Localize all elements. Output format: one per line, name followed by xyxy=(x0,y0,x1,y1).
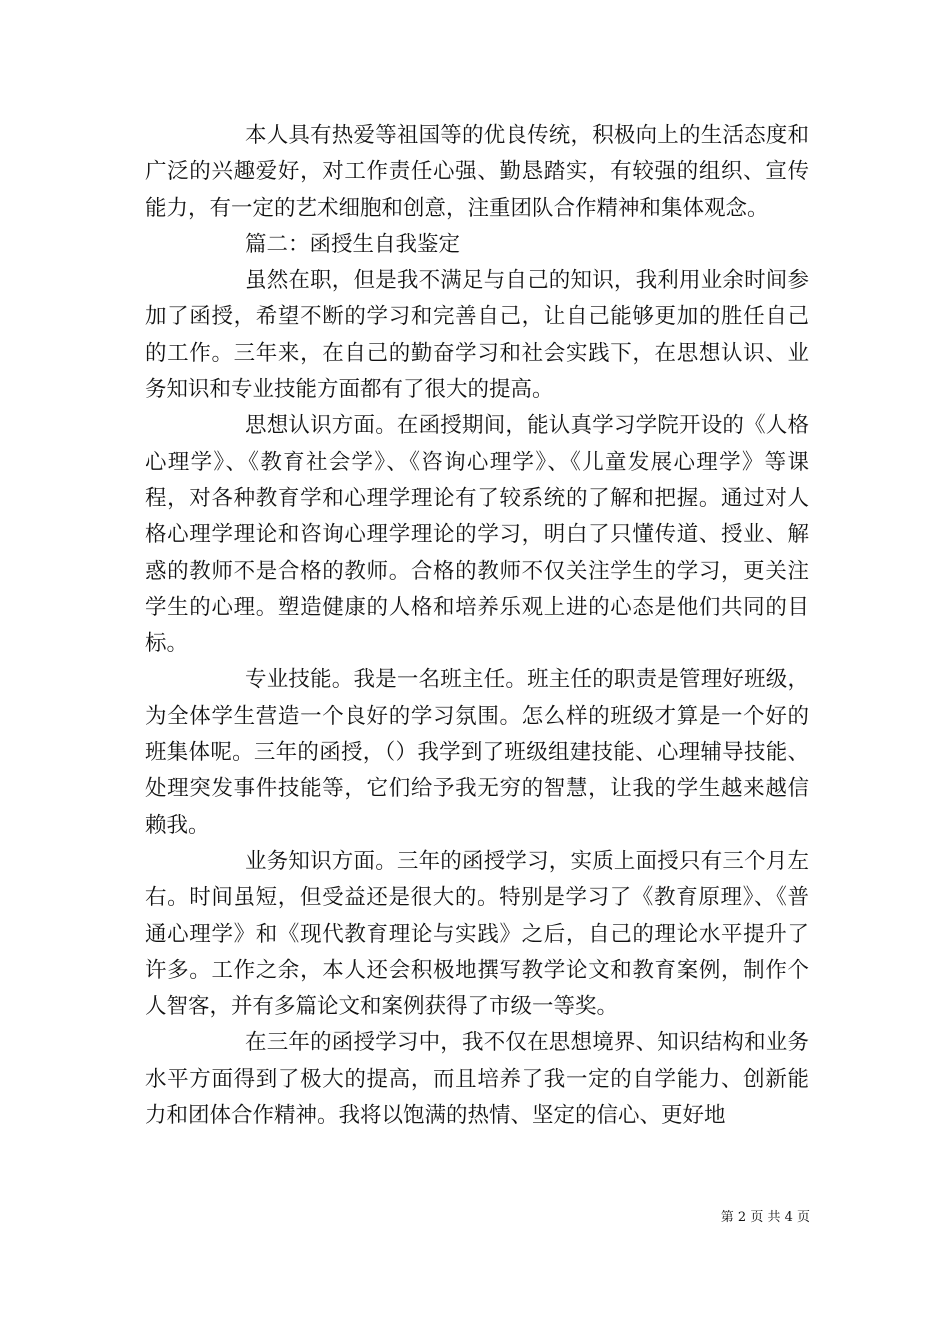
paragraph-intro: 虽然在职，但是我不满足与自己的知识，我利用业余时间参加了函授，希望不断的学习和完善自己，让自己能够更加的胜任自己的工作。三年来，在自己的勤奋学习和社会实践下，在思想认识、业务知识和专业技能方面都有了很大的提高。 xyxy=(145,268,809,403)
paragraph-ideology: 思想认识方面。在函授期间，能认真学习学院开设的《人格心理学》、《教育社会学》、《咨询心理学》、《儿童发展心理学》等课程，对各种教育学和心理学理论有了较系统的了解和把握。通过对人格心理学理论和咨询心理学理论的学习，明白了只懂传道、授业、解惑的教师不是合格的教师。合格的教师不仅关注学生的学习，更关注学生的心理。塑造健康的人格和培养乐观上进的心态是他们共同的目标。 xyxy=(145,413,809,657)
paragraph-self-intro: 本人具有热爱等祖国等的优良传统，积极向上的生活态度和广泛的兴趣爱好，对工作责任心强、勤恳踏实，有较强的组织、宣传能力，有一定的艺术细胞和创意，注重团队合作精神和集体观念。 xyxy=(145,123,809,221)
document-body xyxy=(145,118,809,1134)
paragraph-business-knowledge: 业务知识方面。三年的函授学习，实质上面授只有三个月左右。时间虽短，但受益还是很大的。特别是学习了《教育原理》、《普通心理学》和《现代教育理论与实践》之后，自己的理论水平提升了许多。工作之余，本人还会积极地撰写教学论文和教育案例，制作个人智客，并有多篇论文和案例获得了市级一等奖。 xyxy=(145,848,809,1020)
section-heading-part-two: 篇二：函授生自我鉴定 xyxy=(245,231,461,257)
paragraph-professional-skills: 专业技能。我是一名班主任。班主任的职责是管理好班级，为全体学生营造一个良好的学习氛围。怎么样的班级才算是一个好的班集体呢。三年的函授，（）我学到了班级组建技能、心理辅导技能、处理突发事件技能等，它们给予我无穷的智慧，让我的学生越来越信赖我。 xyxy=(145,667,809,838)
page-number-footer: 第 2 页 共 4 页 xyxy=(720,1210,810,1225)
paragraph-conclusion: 在三年的函授学习中，我不仅在思想境界、知识结构和业务水平方面得到了极大的提高，而且培养了我一定的自学能力、创新能力和团体合作精神。我将以饱满的热情、坚定的信心、更好地 xyxy=(145,1030,809,1129)
